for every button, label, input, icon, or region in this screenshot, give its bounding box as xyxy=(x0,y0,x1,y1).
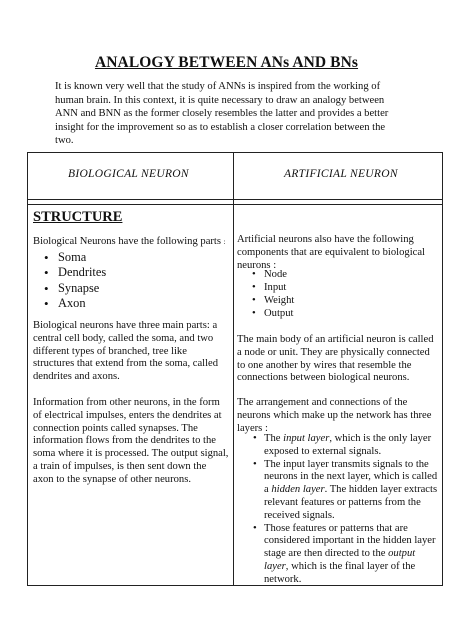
list-item: • Input xyxy=(237,282,440,295)
biological-parts-list xyxy=(33,250,229,311)
list-item: • Synapse xyxy=(33,281,229,296)
biological-parts-intro-text: Biological Neurons have the following parts xyxy=(33,236,221,247)
list-item: • Those features or patterns that are considered important in the hidden layer stage are then directed to the output layer, which is the final layer of the network. xyxy=(237,523,440,587)
list-item: • The input layer transmits signals to the neurons in the next layer, which is called a hidden layer. The hidden layer extracts relevant features or patterns from the received signals. xyxy=(237,459,440,523)
list-item: • Dendrites xyxy=(33,265,229,280)
biological-parts-intro-colon: : xyxy=(223,238,226,246)
table-column-divider xyxy=(233,152,234,586)
list-item: • The input layer, which is the only layer exposed to external signals. xyxy=(237,433,440,459)
biological-structure-paragraph: Biological neurons have three main parts: a central cell body, called the soma, and two different types of branched, tree like structures that extend from the soma, called dendrites and axons. xyxy=(33,320,219,383)
intro-paragraph: It is known very well that the study of ANNs is inspired from the working of human brain. In this context, it is quite necessary to draw an analogy between ANN and BNN as the former closely resembles the latter and provides a better insight for the improvement so as to establish a closer correlation between the two. xyxy=(55,81,389,147)
column-header-artificial: ARTIFICIAL NEURON xyxy=(284,168,398,180)
biological-parts-intro xyxy=(33,236,229,249)
list-item: • Node xyxy=(237,269,440,282)
artificial-layers-list xyxy=(237,433,440,587)
artificial-node-paragraph: The main body of an artificial neuron is called a node or unit. They are physically connected to one another by wires that resemble the connections between biological neurons. xyxy=(237,334,434,384)
artificial-parts-list xyxy=(237,269,440,321)
list-item: • Output xyxy=(237,308,440,321)
column-header-biological: BIOLOGICAL NEURON xyxy=(68,168,189,180)
list-item: • Axon xyxy=(33,296,229,311)
section-heading-structure: STRUCTURE xyxy=(33,209,123,225)
table-header-rule-top xyxy=(27,199,443,200)
list-item: • Soma xyxy=(33,250,229,265)
artificial-parts-intro: Artificial neurons also have the following components that are equivalent to biological neurons : xyxy=(237,234,425,271)
list-item: • Weight xyxy=(237,295,440,308)
artificial-arrangement-paragraph: The arrangement and connections of the neurons which make up the network has three layers : xyxy=(237,397,432,434)
table-header-rule-bottom xyxy=(27,204,443,205)
biological-information-paragraph: Information from other neurons, in the form of electrical impulses, enters the dendrites at connection points called synapses. The information flows from the dendrites to the soma where it is processed. The output signal, a train of impulses, is then sent down the axon to the synapse of other neurons. xyxy=(33,397,229,485)
page-title: ANALOGY BETWEEN ANs AND BNs xyxy=(94,54,359,71)
